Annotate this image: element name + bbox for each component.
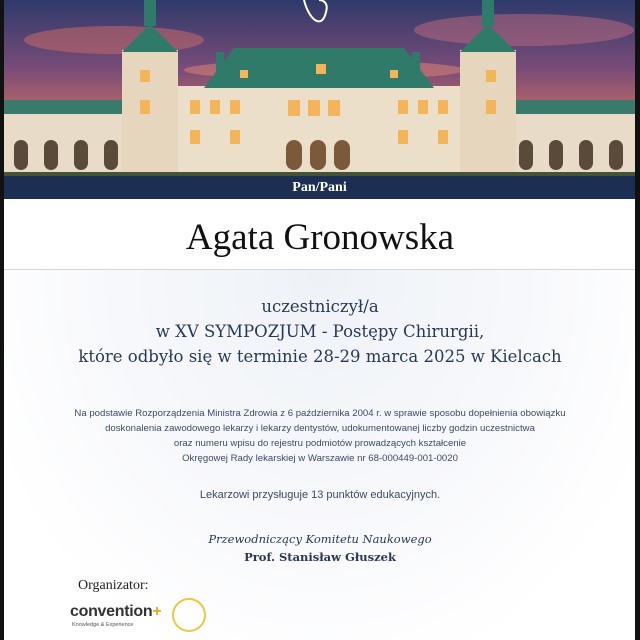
organizer-label: Organizator: [78,578,149,593]
education-points: Lekarzowi przysługuje 13 punktów edukacyjnych. [199,489,441,501]
convention-logo [68,598,188,638]
event-line-1: uczestniczył/a [261,297,379,316]
event-line-3: które odbyło się w terminie 28-29 marca 2025 w Kielcach [78,347,562,366]
logo-wordmark [70,603,161,621]
signature-role: Przewodniczący Komitetu Naukowego [208,532,432,546]
logo-tagline: Knowledge & Experience [72,622,134,628]
logo-ring-icon [172,598,206,632]
salutation-text: Pan/Pani [292,180,347,195]
salutation-banner [4,176,635,199]
logo-word: convention [70,603,153,620]
legal-line-2: doskonalenia zawodowego lekarzy i lekarzy dentystów, udokumentowanej liczby godzin uczestnictwa [105,423,535,434]
event-line-2: w XV SYMPOZJUM - Postępy Chirurgii, [155,322,485,341]
legal-line-1: Na podstawie Rozporządzenia Ministra Zdrowia z 6 października 2004 r. w sprawie sposobu dopełnienia obowiązku [74,408,566,419]
logo-plus: + [152,603,162,620]
frame-left [0,0,4,640]
palace-photo [4,0,635,199]
recipient-name: Agata Gronowska [185,217,455,258]
legal-line-3: oraz numeru wpisu do rejestru podmiotów prowadzących kształcenie [173,438,467,449]
legal-line-4: Okręgowej Rady lekarskiej w Warszawie nr 68-000449-001-0020 [182,453,458,464]
frame-right [635,0,640,640]
signature-name: Prof. Stanisław Głuszek [244,550,396,564]
